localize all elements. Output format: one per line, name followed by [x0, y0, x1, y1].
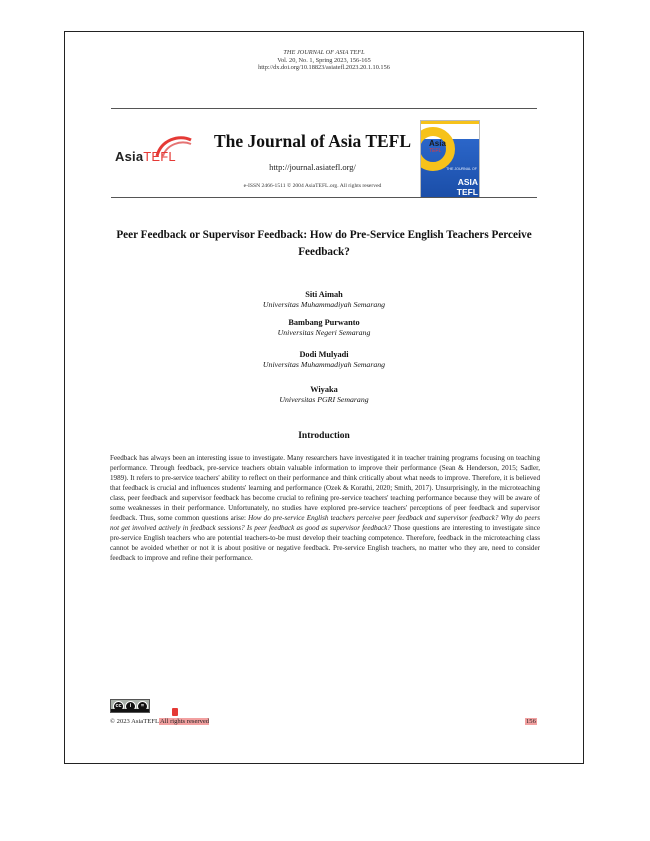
cc-badge-strip [111, 709, 149, 712]
intro-text-part-2: Those questions are interesting to investigate since pre-service English teachers who are potential teachers-to-be must develop their teaching competence. Therefore, feedback in the microteaching class cannot be avoided whether or not it is about positive or negative feedback. Pre-service English teachers, no matter who they are, need to consider feedback to improve and refine their performance. [110, 524, 540, 563]
section-heading-introduction: Introduction [298, 431, 350, 441]
journal-url-link[interactable]: http://journal.asiatefl.org/ [269, 162, 356, 172]
cc-icon: cc [113, 701, 124, 712]
cover-top-bar [421, 121, 479, 124]
intro-text-part-1: Feedback has always been an interesting issue to investigate. Many researchers have investigated it in teacher training programs focusing on teaching performance. Through feedback, pre-service teachers obtain valuable information to improve their performance (Sean & Henderson, 2015; Sadler, 1989). It refers to pre-service teachers' ability to reflect on their performance and think critically about what needs to improve. Therefore, it is believed that feedback is crucial and influences students' learning and performance (Ozek & Korathi, 2020; Smith, 2017). Unsurprisingly, in the microteaching class, peer feedback and supervisor feedback has become crucial to refining pre-service teachers' teaching performance because they will be aware of some weaknesses in their performance. Unfortunately, no studies have explored pre-service teachers' perceptions of peer feedback and supervisor feedback. Thus, some common questions arise: [110, 454, 540, 523]
author-affiliation: Universitas PGRI Semarang [279, 395, 369, 404]
logo-asia-text: Asia [115, 149, 144, 164]
journal-cover-image [420, 120, 480, 198]
cover-tefl-text: TEFL [429, 148, 442, 154]
author-block [65, 317, 583, 338]
asiatefl-logo [115, 149, 176, 164]
author-name: Bambang Purwanto [288, 318, 360, 327]
header-journal-name: THE JOURNAL OF ASIA TEFL [283, 49, 365, 56]
footer-copyright [110, 718, 209, 725]
red-highlight-marker [172, 708, 178, 716]
intro-research-questions: How do pre-service English teachers perceive peer feedback and supervisor feedback? Why do peers not get involved actively in feedback sessions? Is peer feedback as good as supervisor feedback? [110, 514, 541, 533]
author-block [65, 289, 583, 310]
nd-icon: = [137, 701, 148, 712]
masthead-top-rule [111, 108, 537, 109]
author-name: Siti Aimah [305, 290, 343, 299]
paper-page [64, 31, 584, 764]
author-name: Dodi Mulyadi [299, 350, 349, 359]
author-affiliation: Universitas Negeri Semarang [277, 328, 371, 337]
author-name: Wiyaka [310, 385, 338, 394]
journal-title: The Journal of Asia TEFL [213, 131, 412, 151]
creative-commons-license-badge[interactable] [110, 699, 150, 713]
copyright-text: © 2023 AsiaTEFL [110, 718, 159, 725]
header-volume: Vol. 20, No. 1, Spring 2023, 156-165 [277, 56, 371, 64]
header-meta [65, 49, 583, 72]
paper-title: Peer Feedback or Supervisor Feedback: How do Pre-Service English Teachers Perceive Feedback? [116, 229, 532, 258]
author-block [65, 384, 583, 405]
journal-issn: e-ISSN 2466-1511 © 2004 AsiaTEFL.org. All rights reserved [243, 183, 382, 189]
cover-asia-text: Asia [429, 139, 446, 148]
author-affiliation: Universitas Muhammadiyah Semarang [262, 300, 386, 309]
introduction-paragraph [110, 453, 540, 564]
masthead-bottom-rule [111, 197, 537, 198]
cover-subtitle: THE JOURNAL OF [446, 167, 477, 171]
logo-tefl-text: TEFL [143, 149, 176, 164]
header-doi-link[interactable]: http://dx.doi.org/10.18823/asiatefl.2023.20.1.10.156 [258, 64, 390, 72]
rights-text: All rights reserved [158, 718, 210, 725]
author-affiliation: Universitas Muhammadiyah Semarang [262, 360, 386, 369]
author-block [65, 349, 583, 370]
by-icon: i [125, 701, 136, 712]
page-number: 156 [526, 718, 536, 725]
cover-title: ASIA TEFL [456, 177, 478, 197]
